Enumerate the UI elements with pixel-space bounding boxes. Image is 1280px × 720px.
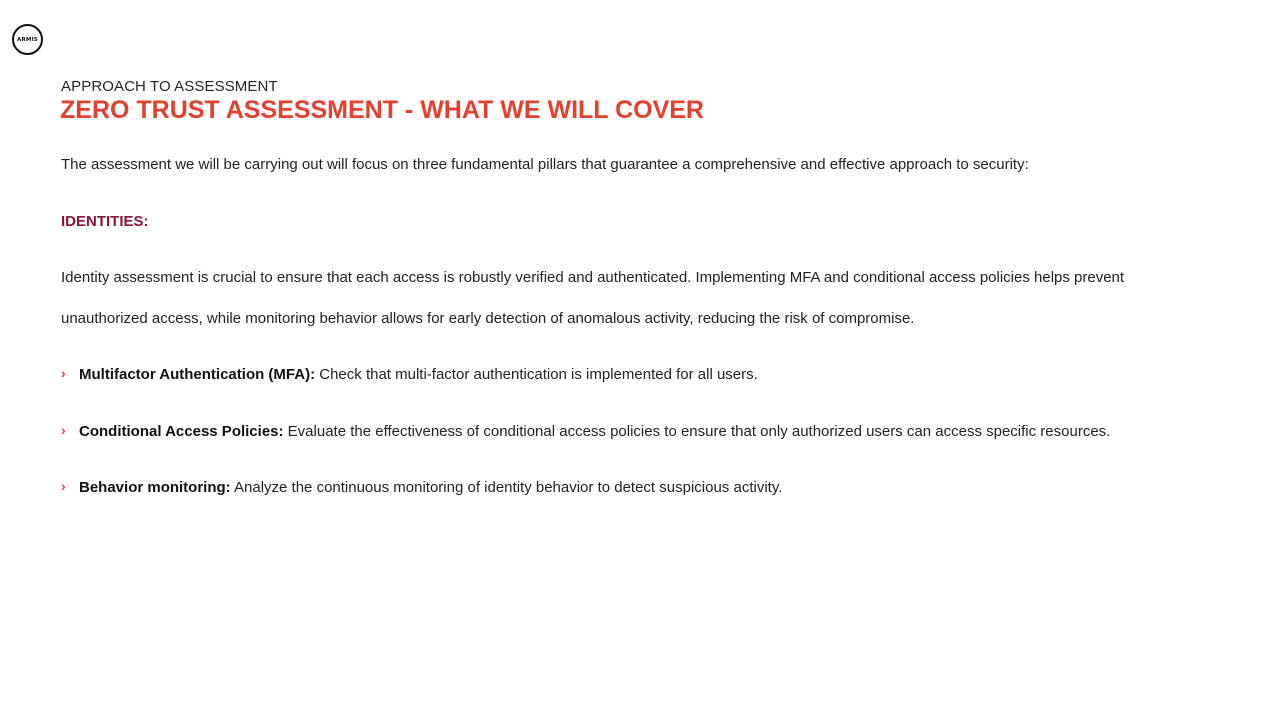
bullet-behavior-monitoring	[61, 479, 1110, 536]
chevron-right-icon: ›	[61, 421, 66, 438]
page-title: ZERO TRUST ASSESSMENT - WHAT WE WILL COVER	[60, 96, 704, 124]
identities-heading: IDENTITIES:	[61, 213, 149, 230]
pillar-bullet-list	[61, 366, 1110, 536]
logo-text: ARMIS	[17, 36, 38, 43]
bullet-mfa	[61, 366, 1110, 423]
bullet-text: Analyze the continuous monitoring of identity behavior to detect suspicious activity.	[230, 479, 783, 496]
intro-paragraph: The assessment we will be carrying out will focus on three fundamental pillars that guarantee a comprehensive and effective approach to security:	[61, 156, 1029, 173]
bullet-term: Multifactor Authentication (MFA):	[79, 366, 316, 383]
bullet-term: Conditional Access Policies:	[79, 422, 284, 440]
bullet-text: Check that multi-factor authentication is implemented for all users.	[315, 366, 758, 383]
armis-logo	[12, 24, 43, 55]
bullet-term: Behavior monitoring:	[79, 479, 231, 496]
identities-description: Identity assessment is crucial to ensure that each access is robustly verified and authenticated. Implementing MFA and conditional access policies helps prevent unauthorized access, while monitoring behavior allows for early detection of anomalous activity, reducing the risk of compromise.	[61, 269, 1125, 327]
chevron-right-icon: ›	[61, 478, 66, 494]
chevron-right-icon: ›	[61, 365, 66, 381]
bullet-text: Evaluate the effectiveness of conditional access policies to ensure that only authorized users can access specific resources.	[283, 422, 1111, 440]
section-eyebrow: APPROACH TO ASSESSMENT	[61, 78, 278, 95]
bullet-conditional-access	[61, 423, 1110, 480]
